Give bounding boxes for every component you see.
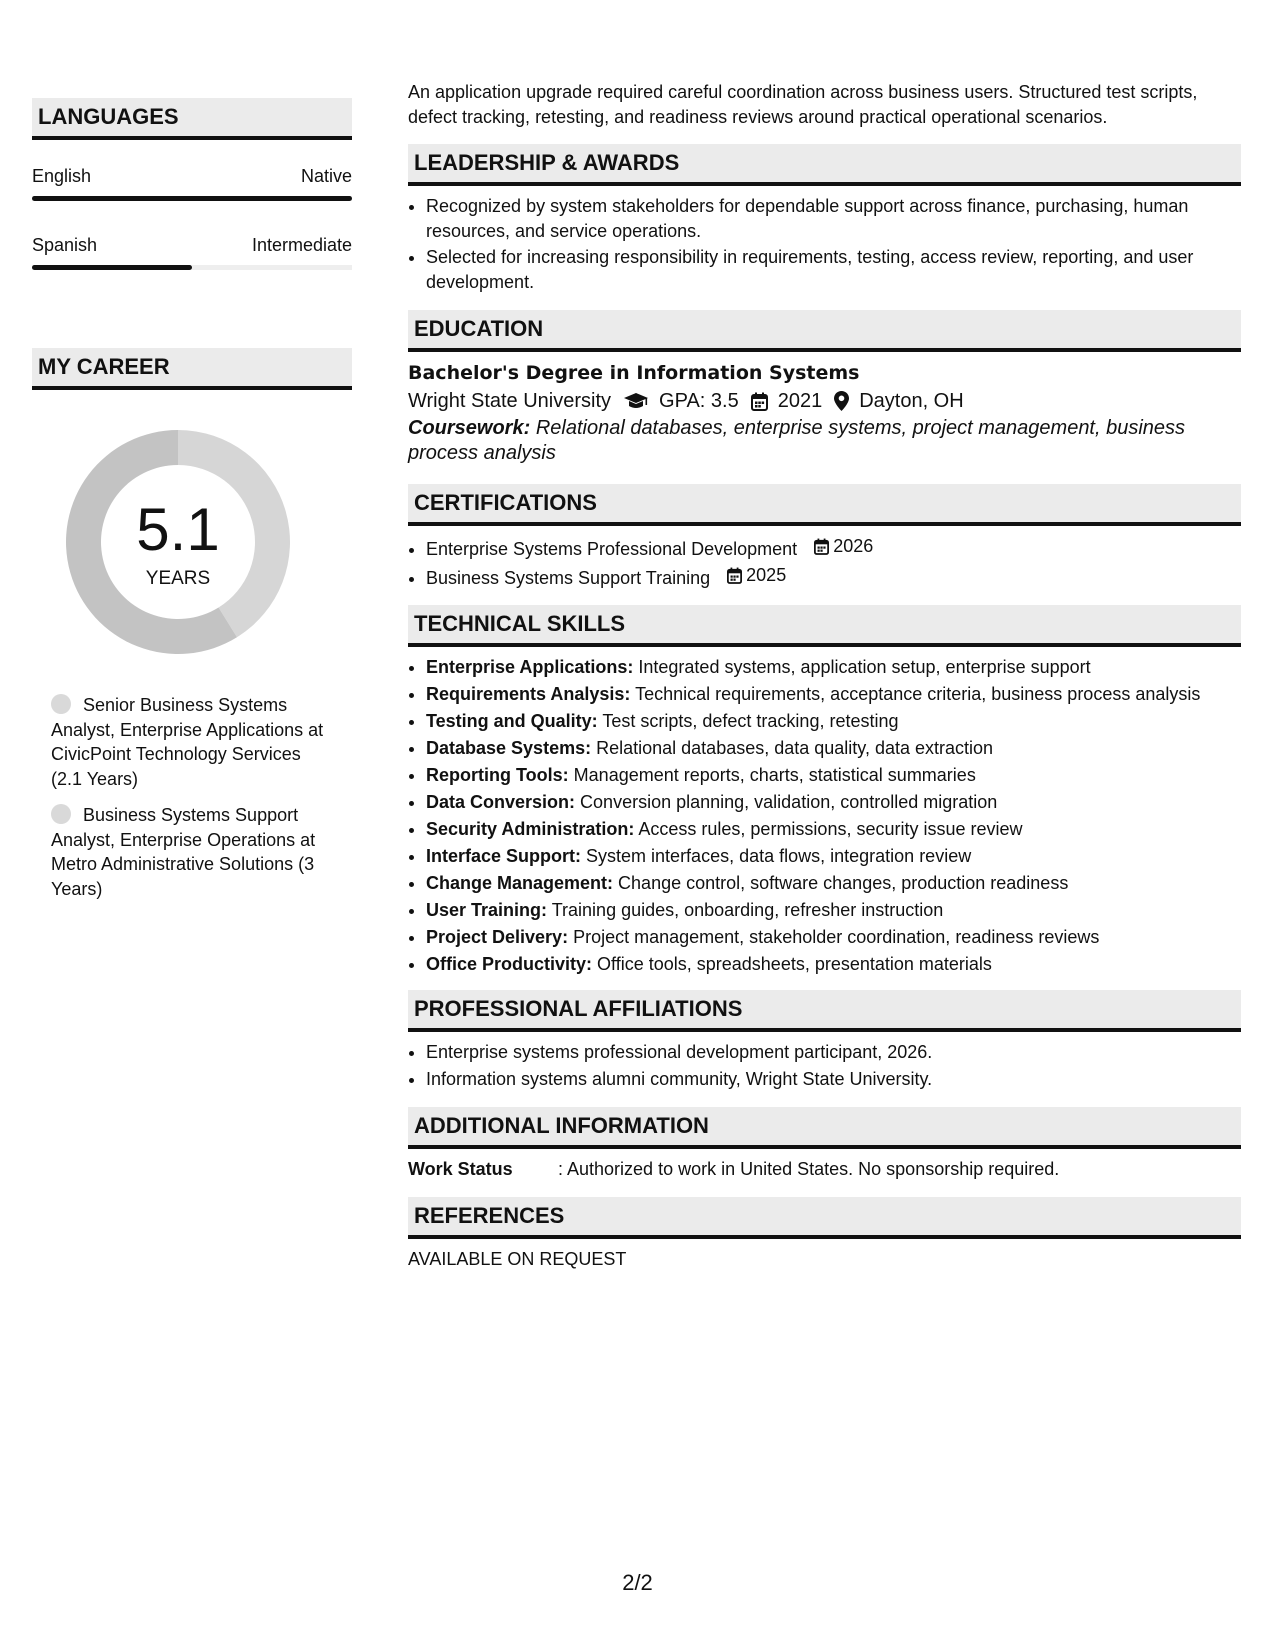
skill-label: Enterprise Applications: <box>426 656 634 677</box>
coursework-text: Relational databases, enterprise systems, project management, business process analysis <box>408 417 1186 464</box>
language-proficiency-fill <box>32 265 192 270</box>
skill-value: Office tools, spreadsheets, presentation materials <box>597 953 992 974</box>
skill-item <box>426 736 1241 761</box>
coursework <box>408 416 1241 466</box>
references-text: AVAILABLE ON REQUEST <box>408 1249 627 1269</box>
skill-value: Management reports, charts, statistical summaries <box>573 764 976 785</box>
career-total-years: 5.1 <box>136 496 220 563</box>
degree-title: Bachelor's Degree in Information Systems <box>408 362 860 384</box>
education-heading: EDUCATION <box>408 310 1241 352</box>
skill-label: Security Administration: <box>426 818 635 839</box>
certification-item <box>426 534 1241 561</box>
languages-heading: LANGUAGES <box>32 98 352 140</box>
career-roles-list <box>51 693 331 913</box>
language-english <box>32 165 352 201</box>
affiliations-list <box>408 1040 1241 1091</box>
certification-name: Enterprise Systems Professional Development <box>426 538 798 559</box>
career-years-unit: YEARS <box>145 568 211 589</box>
page-number: 2/2 <box>622 1570 653 1595</box>
career-role <box>51 693 331 791</box>
career-role-label: Business Systems Support Analyst, Enterprise Operations at Metro Administrative Solutions (3 Years) <box>51 805 316 899</box>
certifications-heading: CERTIFICATIONS <box>408 484 1241 526</box>
additional-info-heading: ADDITIONAL INFORMATION <box>408 1107 1241 1149</box>
certification-item <box>426 563 1241 590</box>
additional-info-section <box>408 1107 1241 1181</box>
affiliations-section <box>408 990 1241 1091</box>
skills-section <box>408 605 1241 977</box>
language-level: Native <box>300 166 352 186</box>
leadership-heading: LEADERSHIP & AWARDS <box>408 144 1241 186</box>
language-name: Spanish <box>32 235 98 255</box>
location-pin-icon <box>834 391 849 411</box>
skill-value: Training guides, onboarding, refresher instruction <box>551 899 944 920</box>
skill-item <box>426 709 1241 734</box>
skills-list <box>408 655 1241 977</box>
language-level: Intermediate <box>251 235 352 255</box>
career-donut-chart <box>66 430 290 654</box>
skill-item <box>426 790 1241 815</box>
graduation-year: 2021 <box>777 390 823 412</box>
leadership-list <box>408 194 1241 294</box>
graduation-cap-icon <box>623 392 649 410</box>
intro-paragraph: An application upgrade required careful coordination across business users. Structured test scripts, defect tracking, retesting, and readiness reviews around practical operational scenarios. <box>408 82 1198 127</box>
certifications-section <box>408 484 1241 591</box>
skill-label: Interface Support: <box>426 845 582 866</box>
career-role-label: Senior Business Systems Analyst, Enterprise Applications at CivicPoint Technology Services (2.1 Years) <box>51 695 324 789</box>
skill-item <box>426 655 1241 680</box>
skill-value: Relational databases, data quality, data extraction <box>596 737 994 758</box>
school-name: Wright State University <box>408 390 612 412</box>
skill-label: Data Conversion: <box>426 791 576 812</box>
skill-value: Project management, stakeholder coordination, readiness reviews <box>573 926 1100 947</box>
skill-label: Change Management: <box>426 872 614 893</box>
education-meta <box>408 386 1241 416</box>
skill-label: User Training: <box>426 899 548 920</box>
skill-item <box>426 682 1241 707</box>
skill-value: Technical requirements, acceptance criteria, business process analysis <box>635 683 1201 704</box>
references-section <box>408 1197 1241 1271</box>
gpa: GPA: 3.5 <box>659 390 739 412</box>
certification-year: 2025 <box>746 565 787 586</box>
work-status-value: : Authorized to work in United States. No sponsorship required. <box>558 1159 1060 1179</box>
skill-label: Testing and Quality: <box>426 710 598 731</box>
certification-year: 2026 <box>833 536 874 556</box>
certification-date <box>727 563 786 588</box>
certifications-list <box>408 534 1241 591</box>
list-item: • Selected for increasing responsibility in requirements, testing, access review, reporting, and user development. <box>426 245 1241 294</box>
skills-heading: TECHNICAL SKILLS <box>408 605 1241 647</box>
skill-label: Reporting Tools: <box>426 764 569 785</box>
list-item: • Recognized by system stakeholders for dependable support across finance, purchasing, human resources, and service operations. <box>426 194 1241 243</box>
skill-item <box>426 871 1241 896</box>
skill-item <box>426 763 1241 788</box>
calendar-icon <box>727 567 742 584</box>
skill-value: Change control, software changes, production readiness <box>618 872 1069 893</box>
calendar-icon <box>751 392 768 411</box>
language-proficiency-fill <box>32 196 352 201</box>
skill-value: Conversion planning, validation, controlled migration <box>580 791 998 812</box>
skill-item <box>426 817 1241 842</box>
skill-value: Access rules, permissions, security issue review <box>638 818 1023 839</box>
career-heading: MY CAREER <box>32 348 352 390</box>
skill-item <box>426 844 1241 869</box>
skill-value: Test scripts, defect tracking, retesting <box>602 710 899 731</box>
list-item: • Enterprise systems professional development participant, 2026. <box>426 1040 1241 1065</box>
legend-dot <box>51 694 71 714</box>
skill-label: Office Productivity: <box>426 953 593 974</box>
education-section <box>408 310 1241 466</box>
main-column <box>408 80 1241 1287</box>
career-role <box>51 803 331 901</box>
language-proficiency-bar <box>32 265 352 270</box>
skill-label: Project Delivery: <box>426 926 569 947</box>
legend-dot <box>51 804 71 824</box>
skill-item <box>426 925 1241 950</box>
language-spanish <box>32 234 352 270</box>
work-status-label: Work Status <box>408 1159 513 1179</box>
skill-value: System interfaces, data flows, integration review <box>586 845 972 866</box>
skill-label: Database Systems: <box>426 737 592 758</box>
skill-item <box>426 898 1241 923</box>
skill-value: Integrated systems, application setup, enterprise support <box>638 656 1091 677</box>
references-heading: REFERENCES <box>408 1197 1241 1239</box>
school-location: Dayton, OH <box>859 390 964 412</box>
skill-label: Requirements Analysis: <box>426 683 631 704</box>
certification-date <box>814 534 873 559</box>
skill-item <box>426 952 1241 977</box>
affiliations-heading: PROFESSIONAL AFFILIATIONS <box>408 990 1241 1032</box>
coursework-label: Coursework: <box>408 417 531 439</box>
certification-name: Business Systems Support Training <box>426 568 711 588</box>
work-status-row <box>408 1157 1241 1181</box>
calendar-icon <box>814 538 829 555</box>
language-name: English <box>32 166 92 186</box>
language-proficiency-bar <box>32 196 352 201</box>
list-item: • Information systems alumni community, Wright State University. <box>426 1067 1241 1092</box>
leadership-section <box>408 144 1241 294</box>
